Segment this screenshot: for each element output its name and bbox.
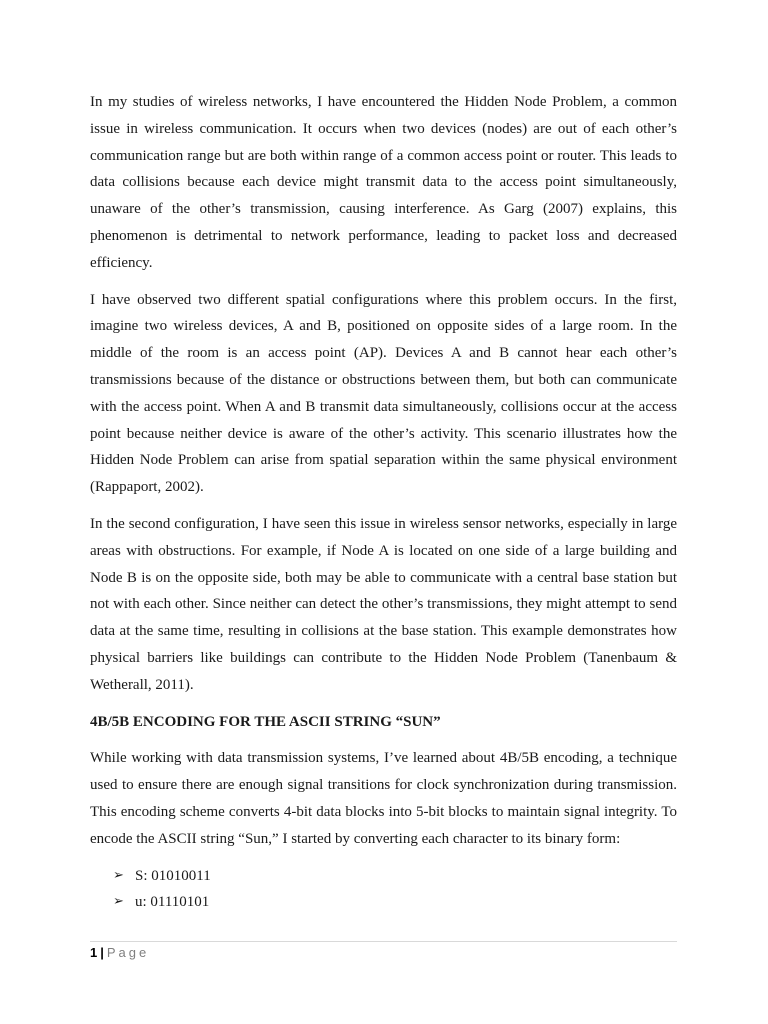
list-item-text: S: 01010011 xyxy=(135,867,211,884)
section-heading: 4B/5B ENCODING FOR THE ASCII STRING “SUN” xyxy=(90,713,441,730)
arrow-bullet-icon: ➢ xyxy=(113,894,124,910)
document-page xyxy=(90,89,677,916)
paragraph-spatial-config-first: I have observed two different spatial configurations where this problem occurs. In the first, imagine two wireless devices, A and B, positioned on opposite sides of a large room. In the middle of the room is an access point (AP). Devices A and B cannot hear each other’s transmissions because of the distance or obstructions between them, but both can communicate with the access point. When A and B transmit data simultaneously, collisions occur at the access point because neither device is aware of the other’s activity. This scenario illustrates how the Hidden Node Problem can arise from spatial separation within the same physical environment (Rappaport, 2002). xyxy=(90,291,677,496)
list-item-text: u: 01110101 xyxy=(135,894,210,911)
list-item xyxy=(90,863,677,890)
page-number: 1 xyxy=(90,945,98,960)
arrow-bullet-icon: ➢ xyxy=(113,867,124,883)
paragraph-hidden-node-intro: In my studies of wireless networks, I have encountered the Hidden Node Problem, a common issue in wireless communication. It occurs when two devices (nodes) are out of each other’s communication range but are both within range of a common access point or router. This leads to data collisions because each device might transmit data to the access point simultaneously, unaware of the other’s transmission, causing interference. As Garg (2007) explains, this phenomenon is detrimental to network performance, leading to packet loss and decreased efficiency. xyxy=(90,94,677,271)
page-label: Page xyxy=(106,945,150,960)
paragraph-spatial-config-second: In the second configuration, I have seen this issue in wireless sensor networks, especially in large areas with obstructions. For example, if Node A is located on one side of a large building and Node B is on the opposite side, both may be able to communicate with a central base station but not with each other. Since neither can detect the other’s transmissions, they might attempt to send data at the same time, resulting in collisions at the base station. This example demonstrates how physical barriers like buildings can contribute to the Hidden Node Problem (Tanenbaum & Wetherall, 2011). xyxy=(90,515,677,693)
footer-separator: | xyxy=(100,945,104,960)
binary-list xyxy=(90,863,677,917)
list-item xyxy=(90,889,677,916)
paragraph-encoding-intro: While working with data transmission systems, I’ve learned about 4B/5B encoding, a technique used to ensure there are enough signal transitions for clock synchronization during transmission. This encoding scheme converts 4-bit data blocks into 5-bit blocks to maintain signal integrity. To encode the ASCII string “Sun,” I started by converting each character to its binary form: xyxy=(90,750,677,847)
page-footer xyxy=(90,941,677,962)
